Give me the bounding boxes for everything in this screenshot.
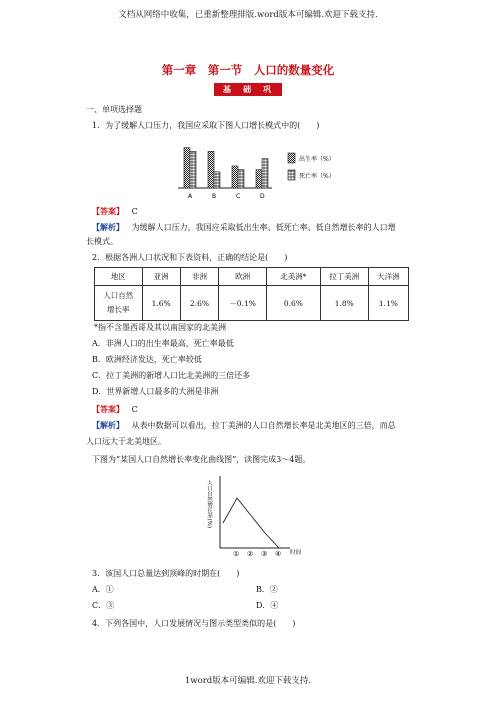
q3-option-c: C．③ (92, 601, 115, 610)
analysis-label: 【解析】 (92, 420, 124, 430)
section-heading: 一、单项选择题 (86, 105, 142, 114)
answer-label: 【答案】 (92, 404, 124, 414)
q1-analysis-1 (92, 222, 396, 233)
x-tick-3: ③ (261, 550, 268, 558)
table-row-label (95, 286, 143, 321)
cat-d: D (260, 193, 265, 200)
birth-rate-bar-b (208, 151, 214, 188)
table-row (95, 286, 409, 321)
q1-category-labels (188, 193, 265, 200)
x-tick-4: ④ (275, 550, 282, 558)
table-cell: 2.6% (180, 286, 218, 321)
growth-series-line (223, 498, 279, 548)
table-header: 地区 (95, 268, 143, 286)
table-header-row (95, 268, 409, 286)
table-header: 北美洲* (267, 268, 321, 286)
q1-answer (92, 206, 138, 217)
death-rate-bar-c (238, 170, 244, 188)
q1-analysis-2: 长模式。 (86, 237, 118, 246)
q3-text: 3．该国人口总量达到顶峰的时期在( ) (92, 569, 240, 578)
table-header: 欧洲 (219, 268, 267, 286)
q2-analysis-2: 人口远大于北美地区。 (86, 437, 166, 446)
group-intro: 下图为“某国人口自然增长率变化曲线图”，读图完成3～4题。 (92, 455, 311, 464)
section-badge: 基 础 巩 固 (214, 83, 282, 96)
chapter-title: 第一章 第一节 人口的数量变化 (161, 63, 335, 77)
table-cell: 1.6% (142, 286, 180, 321)
q2-analysis-1 (92, 420, 396, 431)
page-header: 文档从网络中收集，已重新整理排版.word版本可编辑.欢迎下载支持. (118, 10, 378, 20)
table-cell: －0.1% (219, 286, 267, 321)
row-label-line-2: 增长率 (107, 305, 130, 314)
x-tick-2: ② (247, 550, 254, 558)
death-rate-bar-b (214, 172, 220, 188)
answer-value: C (131, 405, 138, 414)
q2-answer (92, 404, 138, 415)
q4-text: 4．下列各国中，人口发展情况与图示类型类似的是( ) (92, 619, 296, 628)
row-label-line-1: 人口自然 (103, 291, 134, 300)
cat-a: A (188, 193, 193, 200)
table-header: 亚洲 (142, 268, 180, 286)
legend-birth-swatch (288, 153, 295, 163)
growth-line-chart (206, 472, 306, 562)
q2-option-c: C．拉丁美洲的新增人口比北美洲的三倍还多 (92, 371, 251, 380)
table-header: 拉丁美洲 (320, 268, 368, 286)
q1-bar-chart (176, 140, 346, 202)
analysis-label: 【解析】 (92, 222, 124, 232)
y-axis-label: 人口自然增长率(%) (206, 480, 212, 529)
answer-value: C (131, 207, 138, 216)
legend-birth-label: 出生率（%） (299, 156, 335, 163)
q3-option-b: B．② (256, 585, 278, 594)
table-header: 非洲 (180, 268, 218, 286)
death-rate-bar-d (262, 159, 268, 188)
birth-rate-bar-a (184, 148, 190, 188)
table-cell: 1.1% (368, 286, 408, 321)
q3-option-d: D．④ (256, 601, 279, 610)
page-footer: 1word版本可编辑.欢迎下载支持. (184, 676, 312, 686)
q2-option-d: D．世界新增人口最多的大洲是非洲 (92, 387, 219, 396)
q2-option-b: B．欧洲经济发达，死亡率较低 (92, 355, 202, 364)
answer-label: 【答案】 (92, 206, 124, 216)
death-rate-bar-a (190, 151, 196, 188)
x-axis-label: 时间 (290, 550, 302, 556)
q1-text: 1．为了缓解人口压力，我国应采取下图人口增长模式中的( ) (92, 121, 320, 130)
analysis-text: 为缓解人口压力，我国应采取低出生率、低死亡率、低自然增长率的人口增 (131, 223, 396, 232)
table-cell: 0.6% (267, 286, 321, 321)
analysis-text: 从表中数据可以看出，拉丁美洲的人口自然增长率是北美地区的三倍，而总 (131, 421, 396, 430)
table-header: 大洋洲 (368, 268, 408, 286)
birth-rate-bar-d (256, 170, 262, 188)
q3-option-a: A．① (92, 585, 114, 594)
legend-death-swatch (288, 170, 295, 180)
table-cell: 1.8% (320, 286, 368, 321)
legend-death-label: 死亡率（%） (299, 173, 335, 180)
q2-table (94, 267, 409, 321)
cat-b: B (212, 193, 217, 200)
birth-rate-bar-c (232, 166, 238, 188)
q2-text: 2．根据各洲人口状况和下表资料，正确的结论是( ) (92, 253, 288, 262)
x-tick-1: ① (233, 550, 240, 558)
cat-c: C (236, 193, 241, 200)
q2-note: *指不含墨西哥及其以南国家的北美洲 (94, 323, 226, 332)
q2-option-a: A．非洲人口的出生率最高，死亡率最低 (92, 339, 234, 348)
